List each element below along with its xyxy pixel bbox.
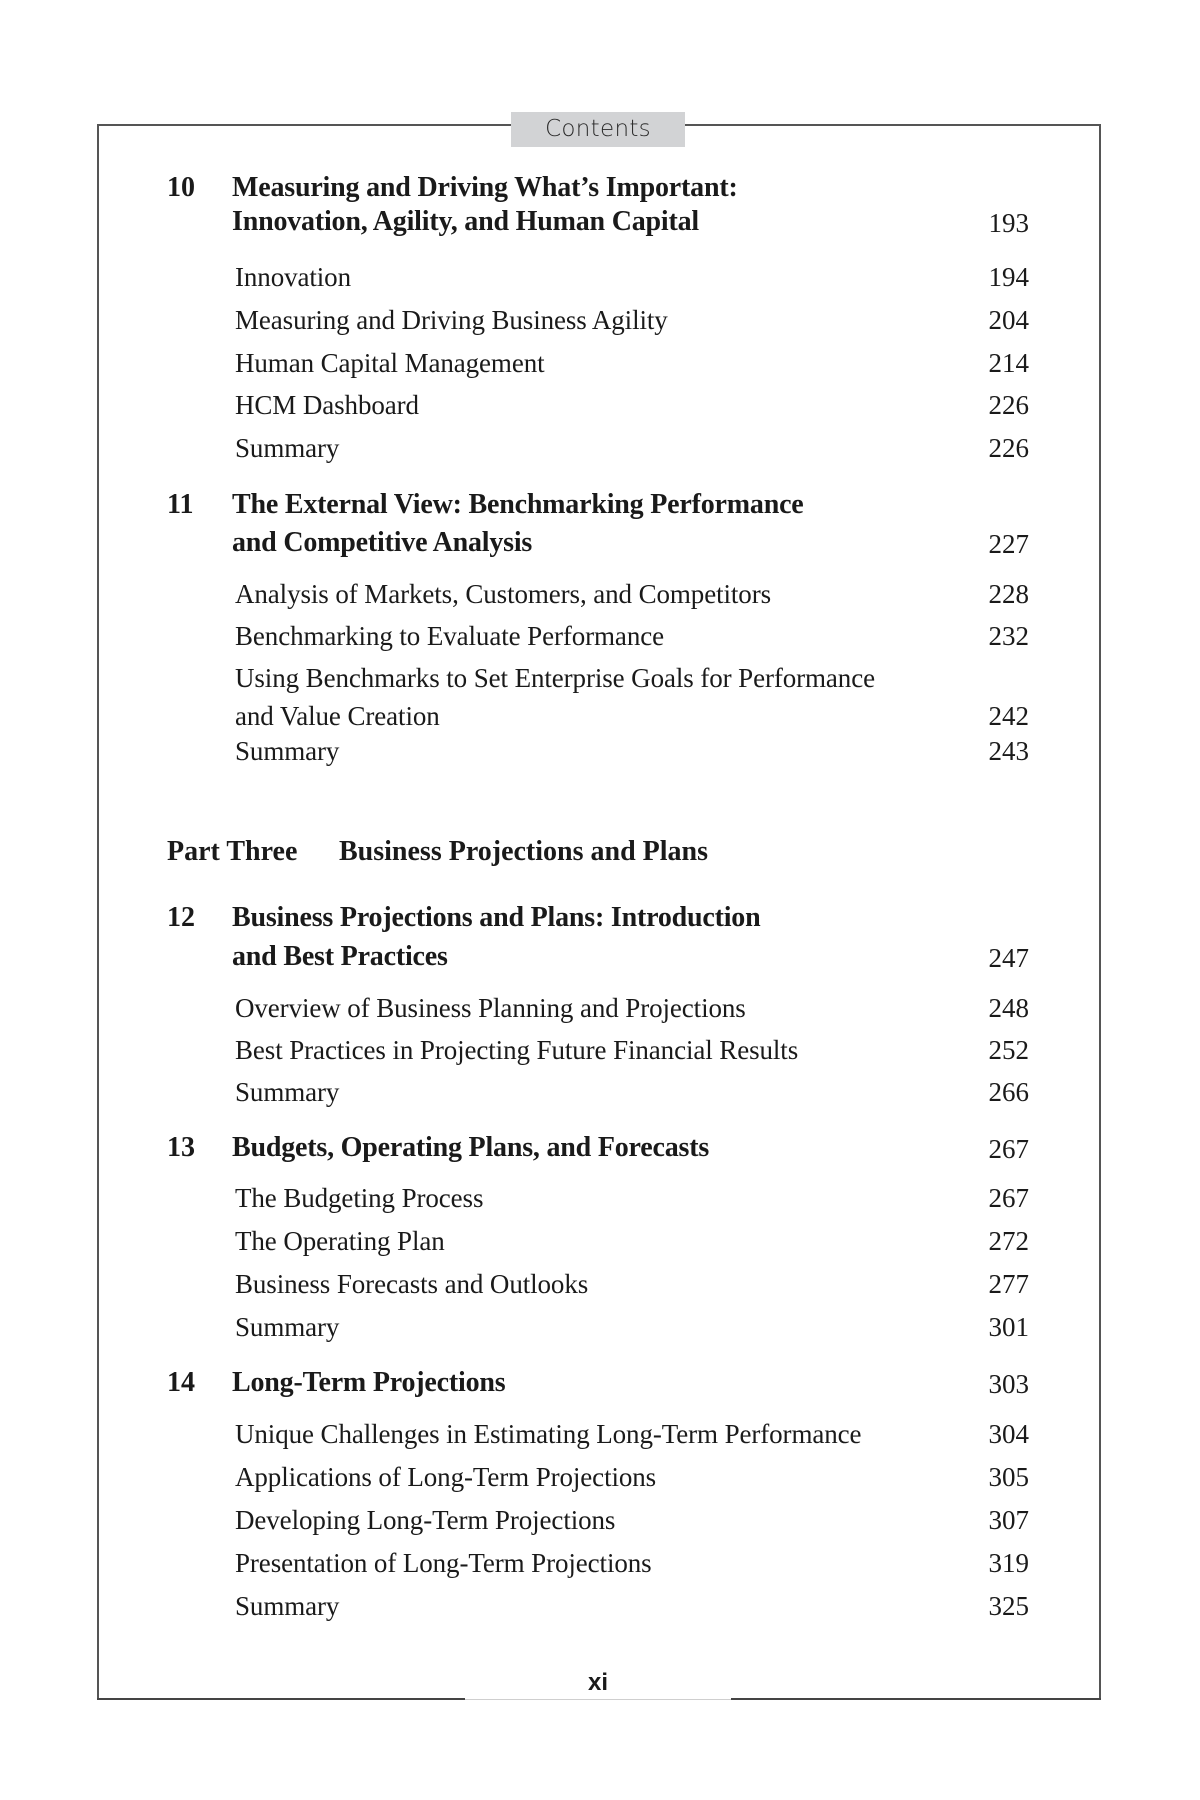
toc-section-title[interactable]: Analysis of Markets, Customers, and Competitors — [235, 579, 771, 609]
chapter-page-number: 267 — [988, 1134, 1029, 1164]
toc-section-page: 301 — [988, 1312, 1029, 1342]
chapter-page-number: 247 — [988, 943, 1029, 973]
frame-border-top-right — [685, 124, 1101, 126]
toc-section-title[interactable]: The Operating Plan — [235, 1226, 445, 1256]
chapter-number: 14 — [167, 1367, 195, 1398]
toc-section-page: 307 — [988, 1505, 1029, 1535]
toc-section-title[interactable]: Unique Challenges in Estimating Long-Term Performance — [235, 1419, 862, 1449]
frame-border-bottom-left — [97, 1698, 465, 1700]
chapter-title-line[interactable]: The External View: Benchmarking Performance — [232, 489, 804, 520]
toc-section-page: 304 — [988, 1419, 1029, 1449]
chapter-page-number: 227 — [988, 529, 1029, 559]
toc-section-title[interactable]: Applications of Long-Term Projections — [235, 1462, 657, 1492]
chapter-title-line[interactable]: and Best Practices — [232, 941, 448, 972]
toc-section-title[interactable]: Summary — [235, 433, 340, 463]
chapter-page-number: 193 — [988, 208, 1029, 238]
toc-section-page: 277 — [988, 1269, 1029, 1299]
toc-section-page: 226 — [988, 433, 1029, 463]
toc-section-page: 325 — [988, 1591, 1029, 1621]
toc-section-title[interactable]: HCM Dashboard — [235, 390, 419, 420]
toc-section-title[interactable]: Summary — [235, 1591, 340, 1621]
toc-section-page: 243 — [988, 736, 1029, 766]
chapter-title-line[interactable]: Measuring and Driving What’s Important: — [232, 172, 738, 203]
toc-section-title[interactable]: Summary — [235, 736, 340, 766]
toc-section-page: 214 — [988, 348, 1029, 378]
frame-border-left — [97, 124, 99, 1700]
chapter-number: 11 — [167, 489, 194, 520]
chapter-page-number: 303 — [988, 1369, 1029, 1399]
frame-border-bottom-right — [731, 1698, 1101, 1700]
toc-section-page: 319 — [988, 1548, 1029, 1578]
running-header: Contents — [511, 112, 685, 147]
toc-section-page: 232 — [988, 621, 1029, 651]
toc-section-page: 194 — [988, 262, 1029, 292]
toc-section-page: 267 — [988, 1183, 1029, 1213]
page-folio: xi — [587, 1669, 608, 1696]
toc-section-page: 266 — [988, 1077, 1029, 1107]
toc-section-title[interactable]: Overview of Business Planning and Projections — [235, 993, 746, 1023]
chapter-number: 10 — [167, 172, 195, 203]
part-title[interactable]: Business Projections and Plans — [339, 836, 708, 867]
toc-section-title[interactable]: and Value Creation — [235, 701, 440, 731]
toc-section-page: 305 — [988, 1462, 1029, 1492]
toc-section-page: 252 — [988, 1035, 1029, 1065]
part-label: Part Three — [167, 836, 298, 867]
toc-section-page: 228 — [988, 579, 1029, 609]
toc-section-title[interactable]: Best Practices in Projecting Future Financial Results — [235, 1035, 799, 1065]
toc-section-title[interactable]: Measuring and Driving Business Agility — [235, 305, 668, 335]
toc-section-title[interactable]: Human Capital Management — [235, 348, 545, 378]
chapter-title-line[interactable]: Business Projections and Plans: Introduction — [232, 902, 761, 933]
toc-section-title[interactable]: Summary — [235, 1077, 340, 1107]
toc-section-title[interactable]: The Budgeting Process — [235, 1183, 484, 1213]
toc-section-page: 242 — [988, 701, 1029, 731]
toc-section-title[interactable]: Business Forecasts and Outlooks — [235, 1269, 589, 1299]
chapter-number: 13 — [167, 1132, 195, 1163]
frame-border-top-left — [98, 124, 511, 126]
toc-section-title[interactable]: Developing Long-Term Projections — [235, 1505, 616, 1535]
chapter-title-line[interactable]: and Competitive Analysis — [232, 527, 533, 558]
toc-section-page: 226 — [988, 390, 1029, 420]
frame-border-right — [1099, 124, 1101, 1700]
toc-section-title[interactable]: Benchmarking to Evaluate Performance — [235, 621, 664, 651]
toc-section-page: 204 — [988, 305, 1029, 335]
frame-border-bottom-gap — [465, 1699, 731, 1700]
toc-section-title[interactable]: Presentation of Long-Term Projections — [235, 1548, 652, 1578]
toc-section-page: 272 — [988, 1226, 1029, 1256]
chapter-number: 12 — [167, 902, 195, 933]
chapter-title-line[interactable]: Innovation, Agility, and Human Capital — [232, 206, 699, 237]
chapter-title-line[interactable]: Long-Term Projections — [232, 1367, 506, 1398]
toc-section-title[interactable]: Innovation — [235, 262, 351, 292]
toc-section-page: 248 — [988, 993, 1029, 1023]
chapter-title-line[interactable]: Budgets, Operating Plans, and Forecasts — [232, 1132, 710, 1163]
toc-section-title[interactable]: Summary — [235, 1312, 340, 1342]
toc-section-title[interactable]: Using Benchmarks to Set Enterprise Goals for Performance — [235, 663, 875, 693]
